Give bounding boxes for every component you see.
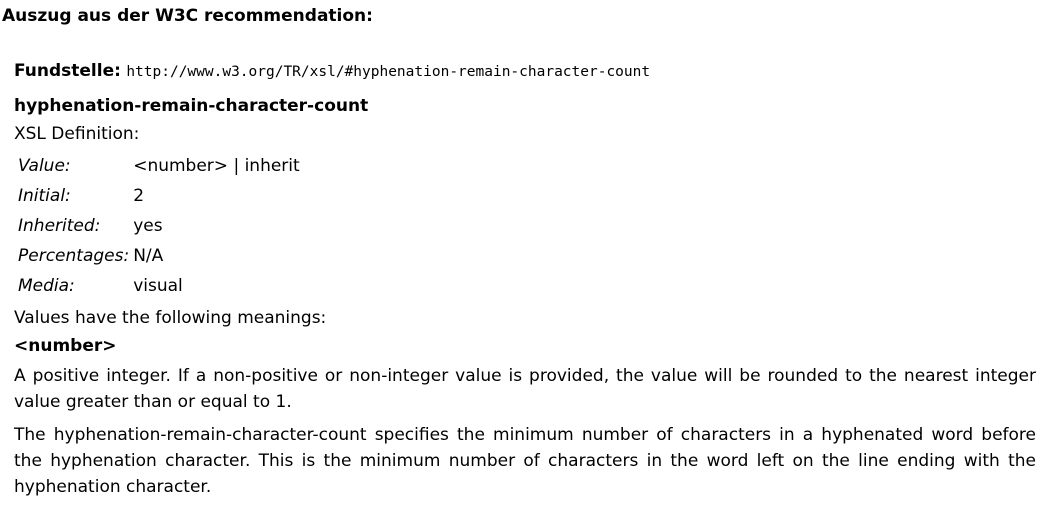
- table-row: [14, 151, 300, 181]
- property-value: yes: [133, 216, 163, 236]
- table-row: [14, 271, 300, 301]
- source-reference: [14, 58, 1036, 85]
- property-name: hyphenation-remain-character-count: [14, 96, 369, 116]
- summary-paragraph: The hyphenation-remain-character-count specifies the minimum number of characters in a hyphenated word before the hyphenation character. This is the minimum number of characters in the word left on the line ending with the hyphenation character.: [14, 425, 1036, 497]
- property-key: Percentages:: [18, 246, 130, 266]
- property-definition-table: [14, 151, 300, 301]
- meanings-label: Values have the following meanings:: [14, 308, 327, 328]
- table-row: [14, 241, 300, 271]
- property-key: Value:: [18, 156, 71, 176]
- property-key: Initial:: [18, 186, 71, 206]
- property-value: visual: [133, 276, 183, 296]
- property-value: 2: [133, 186, 145, 206]
- source-url: http://www.w3.org/TR/xsl/#hyphenation-remain-character-count: [126, 64, 651, 80]
- term-description: A positive integer. If a non-positive or non-integer value is provided, the value will be rounded to the nearest integer value greater than or equal to 1.: [14, 366, 1036, 412]
- property-key: Inherited:: [18, 216, 101, 236]
- property-value: <number> | inherit: [133, 156, 300, 176]
- property-value: N/A: [133, 246, 164, 266]
- xsl-definition-label: XSL Definition:: [14, 124, 140, 144]
- table-row: [14, 211, 300, 241]
- table-row: [14, 181, 300, 211]
- page-heading: Auszug aus der W3C recommendation:: [2, 6, 373, 26]
- source-label: Fundstelle:: [14, 61, 121, 81]
- recommendation-excerpt: [14, 58, 1036, 500]
- property-key: Media:: [18, 276, 75, 296]
- value-term: <number>: [14, 336, 117, 356]
